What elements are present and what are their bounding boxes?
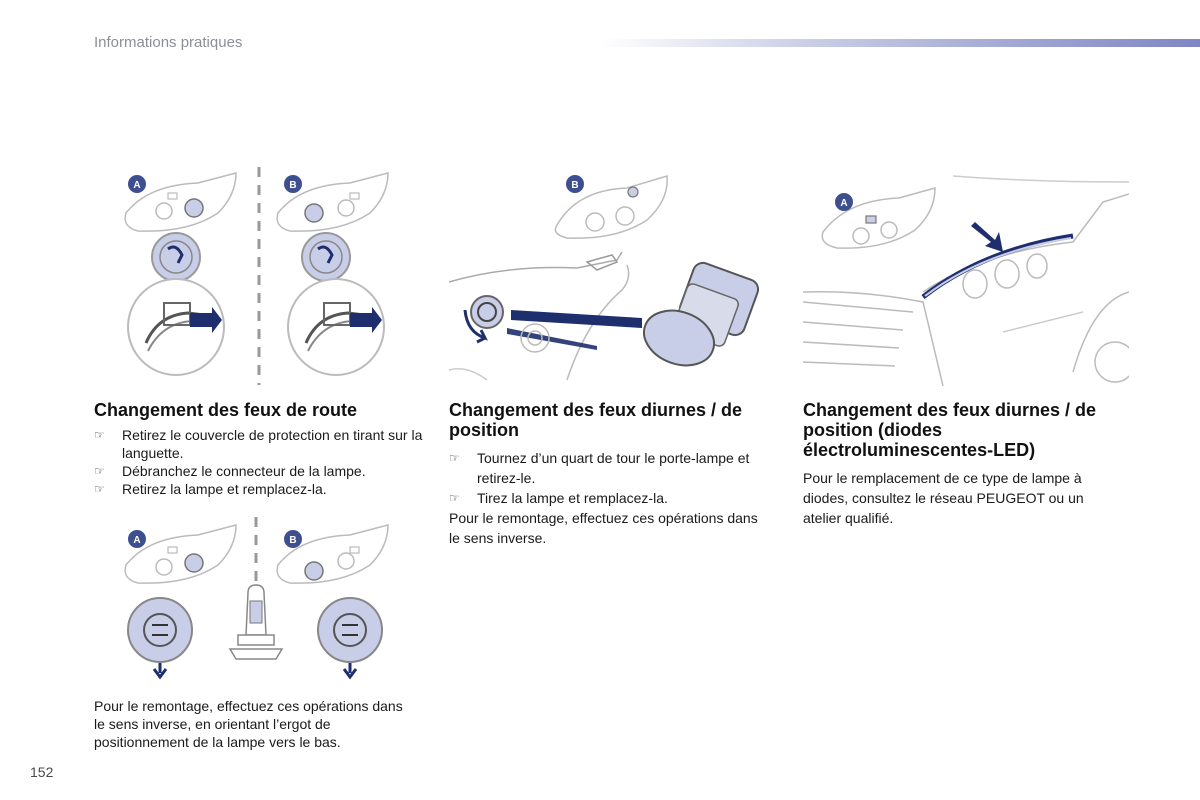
page-number: 152 [30, 764, 54, 780]
position-lamp-reassembly-note: Pour le remontage, effectuez ces opérations dans le sens inverse. [449, 510, 758, 546]
header-title: Informations pratiques [94, 34, 243, 51]
illustration-led-lamps [803, 172, 1129, 387]
header-bar [600, 39, 1200, 47]
pointing-hand-icon: ☞ [449, 451, 460, 465]
section-title-led-lamps: Changement des feux diurnes / de position (diodes électroluminescentes-LED) [803, 400, 1097, 460]
illustration-high-beam-cover [118, 165, 418, 390]
badge-a-3 [128, 530, 146, 548]
svg-text:A: A [840, 198, 848, 209]
list-item: ☞ Retirez la lampe et remplacez-la. [94, 481, 327, 497]
pointing-hand-icon: ☞ [449, 491, 460, 505]
list-item: ☞ Débranchez le connecteur de la lampe. [94, 463, 366, 479]
badge-a-2 [835, 193, 853, 211]
high-beam-steps [94, 426, 424, 498]
list-item: ☞ Tirez la lampe et remplacez-la. [449, 490, 668, 506]
badge-a-1 [128, 175, 146, 193]
svg-text:A: A [133, 180, 141, 191]
pointing-hand-icon: ☞ [94, 464, 105, 478]
badge-b-3 [284, 530, 302, 548]
high-beam-reassembly-note: Pour le remontage, effectuez ces opérations dans le sens inverse, en orientant l’ergot de positionnement de la lampe vers le bas. [94, 698, 403, 750]
position-lamp-steps [449, 448, 769, 508]
section-title-position-lamps: Changement des feux diurnes / de position [449, 400, 743, 440]
badge-b-1 [284, 175, 302, 193]
illustration-position-lamp [447, 170, 767, 385]
illustration-bulb-orientation [118, 515, 418, 685]
list-item: ☞ Retirez le couvercle de protection en tirant sur la languette. [94, 427, 423, 461]
badge-b-2 [566, 175, 584, 193]
led-lamp-note: Pour le remplacement de ce type de lampe à diodes, consultez le réseau PEUGEOT ou un atelier qualifié. [803, 470, 1084, 526]
svg-text:B: B [289, 180, 297, 191]
pointing-hand-icon: ☞ [94, 482, 105, 496]
svg-text:B: B [571, 180, 579, 191]
section-title-high-beam: Changement des feux de route [94, 400, 358, 420]
svg-text:B: B [289, 535, 297, 546]
list-item: ☞ Tournez d’un quart de tour le porte-lampe et retirez-le. [449, 450, 750, 486]
pointing-hand-icon: ☞ [94, 428, 105, 442]
svg-text:A: A [133, 535, 141, 546]
